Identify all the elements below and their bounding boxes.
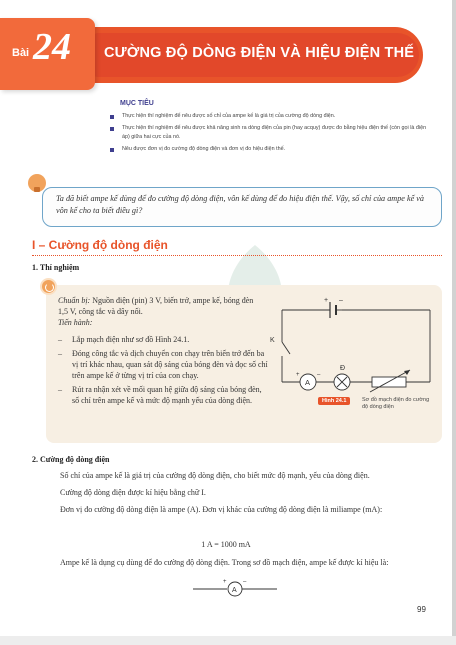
lamp-label: Đ (340, 365, 346, 372)
objective-item: Nêu được đơn vị đo cường độ dòng điện và đơn vị đo hiệu điện thế. (110, 145, 428, 154)
paragraph: Cường độ dòng điện được kí hiệu bằng chữ I. (60, 488, 206, 497)
paragraph: Đơn vị đo cường độ dòng điện là ampe (A). Đơn vị khác của cường độ dòng điện là miliampe (mA): (60, 505, 383, 514)
objective-item: Thực hiện thí nghiệm để nêu được khả năng sinh ra dòng điện của pin (hay acquy) được đo bằng hiệu điện thế (còn gọi là điện áp) giữa hai cực của nó. (110, 124, 428, 142)
preparation-label: Chuẩn bị: (58, 296, 91, 305)
objective-item: Thực hiện thí nghiệm để nêu được số chỉ của ampe kế là giá trị của cường độ dòng điện. (110, 112, 428, 121)
page-edge (452, 0, 456, 645)
preparation-text (58, 295, 258, 328)
page-bottom-edge (0, 636, 456, 645)
procedure-step: – Đóng công tắc và dịch chuyển con chạy trên biến trở đến ba vị trí khác nhau, quan sát độ sáng của bóng đèn và đọc số chỉ trên ampe kế ở từng vị trí của con chạy. (58, 348, 270, 381)
opening-question: Ta đã biết ampe kế dùng để đo cường độ dòng điện, vôn kế dùng để đo hiệu điện thế. Vậy, số chỉ của ampe kế và vôn kế cho ta biết điều gì? (56, 194, 425, 215)
procedure-step: – Rút ra nhận xét về mối quan hệ giữa độ sáng của bóng đèn, số chỉ trên ampe kế và mức độ mạnh yếu của dòng điện. (58, 384, 270, 406)
lesson-label: Bài (12, 47, 30, 59)
experiment-icon (40, 278, 57, 295)
unit-formula: 1 A = 1000 mA (201, 540, 251, 549)
ammeter-symbol-icon (193, 577, 277, 597)
circuit-diagram (262, 292, 440, 398)
paragraph: Số chỉ của ampe kế là giá trị của cường độ dòng điện, cho biết mức độ mạnh, yếu của dòng điện. (60, 471, 370, 480)
procedure-step: – Lắp mạch điện như sơ đồ Hình 24.1. (58, 334, 270, 345)
figure-caption-text: Sơ đồ mạch điện đo cường độ dòng điện (362, 397, 430, 410)
lesson-title: CƯỜNG ĐỘ DÒNG ĐIỆN VÀ HIỆU ĐIỆN THẾ (104, 45, 415, 61)
battery-plus: + (324, 297, 329, 304)
subheading-current: 2. Cường độ dòng điện (32, 455, 110, 464)
paragraph: Ampe kế là dụng cụ dùng để đo cường độ dòng điện. Trong sơ đồ mạch điện, ampe kế được kí hiệu là: (60, 558, 389, 567)
figure-label: Hình 24.1 (318, 397, 350, 405)
ammeter-symbol-label: A (232, 587, 237, 594)
battery-minus: – (339, 297, 343, 304)
preparation-body: Nguồn điện (pin) 3 V, biến trở, ampe kế, bóng đèn 1,5 V, công tắc và dây nối. (58, 296, 254, 316)
objectives-list (110, 112, 428, 157)
lightbulb-icon (28, 174, 46, 192)
ammeter-symbol-minus: – (243, 579, 247, 585)
section-divider (32, 255, 442, 256)
objectives-heading: MỤC TIÊU (120, 100, 154, 107)
ammeter-plus: + (296, 372, 300, 378)
section-title: I – Cường độ dòng điện (32, 238, 168, 252)
switch-blade (282, 342, 290, 354)
page-number: 99 (417, 605, 426, 614)
ammeter-symbol-plus: + (223, 579, 227, 585)
ammeter-minus: – (317, 372, 321, 378)
procedure-label: Tiến hành: (58, 318, 93, 327)
subheading-experiment: 1. Thí nghiệm (32, 263, 80, 272)
ammeter-label: A (305, 378, 311, 387)
figure-caption (318, 397, 434, 418)
switch-label: K (270, 337, 275, 344)
procedure-steps (58, 334, 270, 409)
lesson-number: 24 (33, 26, 71, 68)
